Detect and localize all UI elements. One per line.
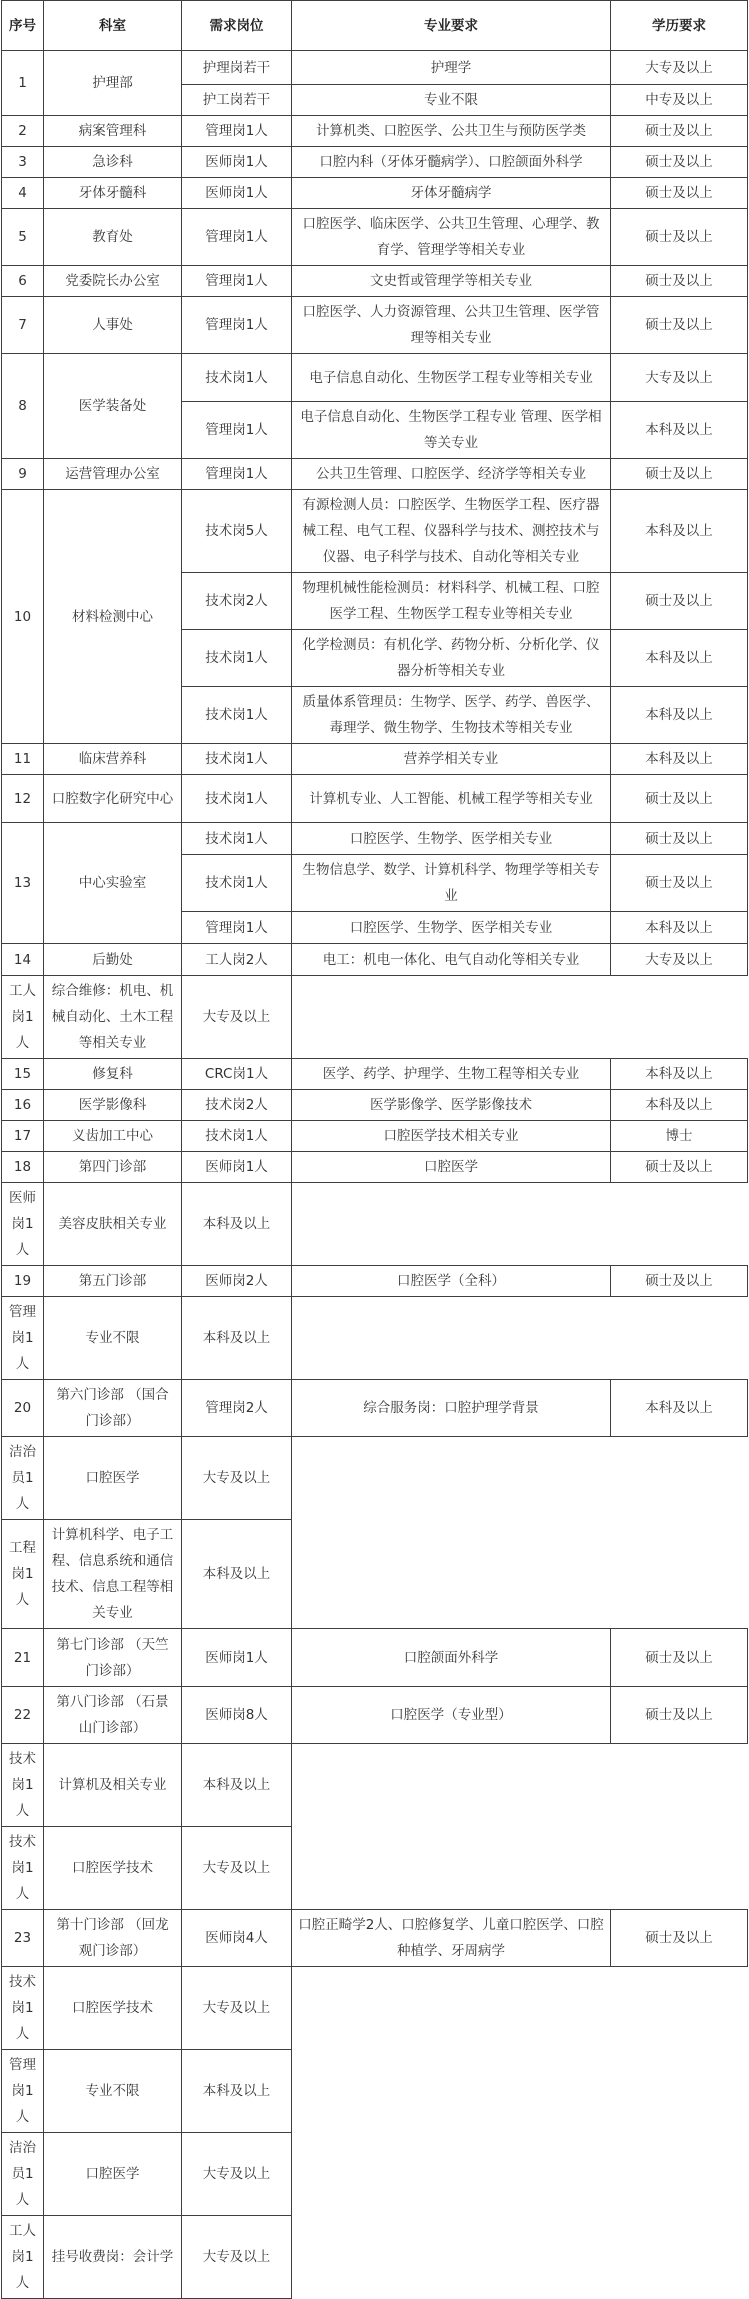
cell-post: 技术岗1人 [182, 630, 292, 687]
table-row [2, 1297, 748, 1380]
cell-dept: 教育处 [44, 209, 182, 266]
cell-seq: 1 [2, 51, 44, 116]
cell-post: 工人岗2人 [182, 944, 292, 976]
cell-edu: 中专及以上 [611, 85, 748, 116]
cell-seq: 18 [2, 1152, 44, 1183]
table-row [2, 1437, 748, 1520]
cell-dept: 中心实验室 [44, 823, 182, 944]
cell-edu: 硕士及以上 [611, 1910, 748, 1967]
cell-post: 护理岗若干 [182, 51, 292, 85]
cell-dept: 第七门诊部 （天竺门诊部） [44, 1629, 182, 1687]
table-row [2, 2216, 748, 2299]
cell-major: 专业不限 [44, 1297, 182, 1380]
cell-edu: 本科及以上 [182, 1297, 292, 1380]
cell-edu: 大专及以上 [611, 354, 748, 402]
table-row [2, 266, 748, 297]
cell-post: 技术岗2人 [182, 1090, 292, 1121]
cell-seq: 15 [2, 1059, 44, 1090]
table-row [2, 490, 748, 573]
cell-seq: 11 [2, 744, 44, 775]
cell-major: 口腔医学 [292, 1152, 611, 1183]
cell-post: 管理岗2人 [182, 1380, 292, 1437]
cell-edu: 大专及以上 [182, 1967, 292, 2050]
cell-edu: 硕士及以上 [611, 823, 748, 855]
table-row [2, 459, 748, 490]
table-row [2, 1059, 748, 1090]
cell-post: 医师岗1人 [2, 1183, 44, 1266]
cell-post: 洁治员1人 [2, 1437, 44, 1520]
cell-edu: 大专及以上 [182, 2216, 292, 2299]
cell-major: 化学检测员：有机化学、药物分析、分析化学、仪器分析等相关专业 [292, 630, 611, 687]
cell-major: 口腔医学、生物学、医学相关专业 [292, 912, 611, 944]
cell-dept: 急诊科 [44, 147, 182, 178]
table-row [2, 976, 748, 1059]
cell-post: 技术岗1人 [2, 1827, 44, 1910]
cell-dept: 病案管理科 [44, 116, 182, 147]
cell-seq: 2 [2, 116, 44, 147]
cell-edu: 大专及以上 [182, 976, 292, 1059]
cell-seq: 20 [2, 1380, 44, 1437]
table-body [2, 51, 748, 2299]
cell-edu: 大专及以上 [182, 2133, 292, 2216]
cell-post: 工程岗1人 [2, 1520, 44, 1629]
cell-post: 技术岗1人 [182, 1121, 292, 1152]
cell-edu: 本科及以上 [611, 402, 748, 459]
cell-major: 口腔医学 [44, 2133, 182, 2216]
cell-post: 技术岗1人 [2, 1967, 44, 2050]
cell-major: 美容皮肤相关专业 [44, 1183, 182, 1266]
cell-dept: 党委院长办公室 [44, 266, 182, 297]
cell-dept: 牙体牙髓科 [44, 178, 182, 209]
cell-edu: 博士 [611, 1121, 748, 1152]
cell-post: 管理岗1人 [2, 1297, 44, 1380]
cell-post: 管理岗1人 [182, 912, 292, 944]
cell-major: 电子信息自动化、生物医学工程专业 管理、医学相等关专业 [292, 402, 611, 459]
cell-seq: 10 [2, 490, 44, 744]
cell-edu: 大专及以上 [182, 1827, 292, 1910]
cell-post: 技术岗5人 [182, 490, 292, 573]
cell-seq: 4 [2, 178, 44, 209]
cell-major: 医学、药学、护理学、生物工程等相关专业 [292, 1059, 611, 1090]
cell-major: 挂号收费岗：会计学 [44, 2216, 182, 2299]
cell-major: 口腔医学、人力资源管理、公共卫生管理、医学管理等相关专业 [292, 297, 611, 354]
table-row [2, 1520, 748, 1629]
cell-dept: 医学影像科 [44, 1090, 182, 1121]
cell-edu: 大专及以上 [611, 51, 748, 85]
cell-edu: 硕士及以上 [611, 147, 748, 178]
cell-edu: 本科及以上 [611, 490, 748, 573]
cell-post: 技术岗1人 [2, 1744, 44, 1827]
header-dept: 科室 [44, 1, 182, 51]
cell-dept: 第十门诊部 （回龙观门诊部） [44, 1910, 182, 1967]
table-row [2, 147, 748, 178]
table-row [2, 944, 748, 976]
cell-edu: 本科及以上 [611, 912, 748, 944]
table-row [2, 744, 748, 775]
cell-seq: 13 [2, 823, 44, 944]
table-row [2, 1910, 748, 1967]
table-row [2, 775, 748, 823]
cell-seq: 17 [2, 1121, 44, 1152]
header-edu: 学历要求 [611, 1, 748, 51]
cell-dept: 人事处 [44, 297, 182, 354]
table-row [2, 2050, 748, 2133]
cell-seq: 6 [2, 266, 44, 297]
cell-major: 口腔医学技术相关专业 [292, 1121, 611, 1152]
cell-seq: 22 [2, 1687, 44, 1744]
cell-edu: 本科及以上 [182, 1520, 292, 1629]
cell-major: 医学影像学、医学影像技术 [292, 1090, 611, 1121]
cell-post: 技术岗1人 [182, 823, 292, 855]
table-row [2, 1380, 748, 1437]
cell-post: 医师岗4人 [182, 1910, 292, 1967]
cell-edu: 本科及以上 [182, 1744, 292, 1827]
cell-major: 计算机类、口腔医学、公共卫生与预防医学类 [292, 116, 611, 147]
cell-major: 口腔医学技术 [44, 1827, 182, 1910]
cell-dept: 材料检测中心 [44, 490, 182, 744]
cell-post: 技术岗2人 [182, 573, 292, 630]
cell-edu: 本科及以上 [611, 630, 748, 687]
cell-post: 管理岗1人 [2, 2050, 44, 2133]
cell-post: 医师岗2人 [182, 1266, 292, 1297]
cell-edu: 硕士及以上 [611, 1152, 748, 1183]
cell-edu: 硕士及以上 [611, 178, 748, 209]
cell-seq: 5 [2, 209, 44, 266]
cell-major: 计算机科学、电子工程、信息系统和通信技术、信息工程等相关专业 [44, 1520, 182, 1629]
cell-post: 技术岗1人 [182, 744, 292, 775]
recruitment-table [1, 0, 748, 2299]
table-row [2, 2133, 748, 2216]
cell-post: 医师岗1人 [182, 147, 292, 178]
cell-post: 医师岗1人 [182, 1629, 292, 1687]
cell-edu: 硕士及以上 [611, 1266, 748, 1297]
cell-seq: 9 [2, 459, 44, 490]
cell-dept: 医学装备处 [44, 354, 182, 459]
table-row [2, 1183, 748, 1266]
cell-major: 计算机及相关专业 [44, 1744, 182, 1827]
cell-post: 管理岗1人 [182, 459, 292, 490]
cell-edu: 大专及以上 [182, 1437, 292, 1520]
cell-dept: 第五门诊部 [44, 1266, 182, 1297]
table-row [2, 1744, 748, 1827]
cell-seq: 14 [2, 944, 44, 976]
cell-post: 技术岗1人 [182, 687, 292, 744]
cell-edu: 硕士及以上 [611, 1629, 748, 1687]
cell-major: 计算机专业、人工智能、机械工程学等相关专业 [292, 775, 611, 823]
cell-edu: 本科及以上 [611, 744, 748, 775]
cell-dept: 护理部 [44, 51, 182, 116]
cell-seq: 21 [2, 1629, 44, 1687]
cell-edu: 本科及以上 [611, 1090, 748, 1121]
table-row [2, 1827, 748, 1910]
cell-post: CRC岗1人 [182, 1059, 292, 1090]
cell-dept: 义齿加工中心 [44, 1121, 182, 1152]
cell-major: 文史哲或管理学等相关专业 [292, 266, 611, 297]
cell-post: 管理岗1人 [182, 116, 292, 147]
cell-major: 口腔医学、临床医学、公共卫生管理、心理学、教育学、管理学等相关专业 [292, 209, 611, 266]
cell-major: 专业不限 [44, 2050, 182, 2133]
cell-post: 医师岗8人 [182, 1687, 292, 1744]
cell-post: 技术岗1人 [182, 354, 292, 402]
cell-post: 技术岗1人 [182, 855, 292, 912]
cell-post: 医师岗1人 [182, 1152, 292, 1183]
cell-major: 公共卫生管理、口腔医学、经济学等相关专业 [292, 459, 611, 490]
cell-post: 工人岗1人 [2, 2216, 44, 2299]
cell-edu: 硕士及以上 [611, 775, 748, 823]
table-row [2, 1687, 748, 1744]
header-major: 专业要求 [292, 1, 611, 51]
cell-major: 电工：机电一体化、电气自动化等相关专业 [292, 944, 611, 976]
cell-edu: 本科及以上 [182, 1183, 292, 1266]
cell-major: 物理机械性能检测员：材料科学、机械工程、口腔医学工程、生物医学工程专业等相关专业 [292, 573, 611, 630]
table-row [2, 116, 748, 147]
cell-post: 管理岗1人 [182, 402, 292, 459]
table-row [2, 178, 748, 209]
cell-edu: 硕士及以上 [611, 1687, 748, 1744]
cell-edu: 硕士及以上 [611, 209, 748, 266]
table-row [2, 1266, 748, 1297]
table-row [2, 823, 748, 855]
cell-edu: 硕士及以上 [611, 459, 748, 490]
table-row [2, 297, 748, 354]
cell-edu: 大专及以上 [611, 944, 748, 976]
cell-edu: 本科及以上 [611, 1059, 748, 1090]
cell-dept: 第四门诊部 [44, 1152, 182, 1183]
cell-seq: 7 [2, 297, 44, 354]
cell-major: 质量体系管理员：生物学、医学、药学、兽医学、毒理学、微生物学、生物技术等相关专业 [292, 687, 611, 744]
cell-edu: 本科及以上 [182, 2050, 292, 2133]
cell-major: 口腔医学（全科） [292, 1266, 611, 1297]
cell-major: 护理学 [292, 51, 611, 85]
cell-major: 牙体牙髓病学 [292, 178, 611, 209]
cell-seq: 16 [2, 1090, 44, 1121]
cell-edu: 硕士及以上 [611, 297, 748, 354]
cell-edu: 硕士及以上 [611, 266, 748, 297]
table-row [2, 1629, 748, 1687]
cell-post: 洁治员1人 [2, 2133, 44, 2216]
cell-major: 营养学相关专业 [292, 744, 611, 775]
cell-major: 口腔颌面外科学 [292, 1629, 611, 1687]
cell-post: 工人岗1人 [2, 976, 44, 1059]
cell-major: 综合服务岗：口腔护理学背景 [292, 1380, 611, 1437]
cell-dept: 口腔数字化研究中心 [44, 775, 182, 823]
header-seq: 序号 [2, 1, 44, 51]
cell-edu: 硕士及以上 [611, 855, 748, 912]
cell-major: 专业不限 [292, 85, 611, 116]
cell-major: 口腔内科（牙体牙髓病学）、口腔颌面外科学 [292, 147, 611, 178]
table-row [2, 1090, 748, 1121]
cell-edu: 硕士及以上 [611, 116, 748, 147]
cell-edu: 硕士及以上 [611, 573, 748, 630]
cell-post: 护工岗若干 [182, 85, 292, 116]
cell-major: 电子信息自动化、生物医学工程专业等相关专业 [292, 354, 611, 402]
cell-major: 口腔医学技术 [44, 1967, 182, 2050]
cell-dept: 第六门诊部 （国合门诊部） [44, 1380, 182, 1437]
table-row [2, 1967, 748, 2050]
table-row [2, 1121, 748, 1152]
cell-seq: 19 [2, 1266, 44, 1297]
cell-seq: 23 [2, 1910, 44, 1967]
cell-edu: 本科及以上 [611, 1380, 748, 1437]
cell-post: 技术岗1人 [182, 775, 292, 823]
cell-seq: 12 [2, 775, 44, 823]
cell-major: 综合维修：机电、机械自动化、土木工程等相关专业 [44, 976, 182, 1059]
table-row [2, 354, 748, 402]
cell-major: 有源检测人员：口腔医学、生物医学工程、医疗器械工程、电气工程、仪器科学与技术、测控技术与仪器、电子科学与技术、自动化等相关专业 [292, 490, 611, 573]
cell-post: 管理岗1人 [182, 266, 292, 297]
cell-dept: 运营管理办公室 [44, 459, 182, 490]
table-row [2, 1152, 748, 1183]
table-row [2, 51, 748, 85]
table-row [2, 209, 748, 266]
cell-dept: 临床营养科 [44, 744, 182, 775]
cell-major: 口腔正畸学2人、口腔修复学、儿童口腔医学、口腔种植学、牙周病学 [292, 1910, 611, 1967]
cell-major: 生物信息学、数学、计算机科学、物理学等相关专业 [292, 855, 611, 912]
cell-post: 管理岗1人 [182, 209, 292, 266]
cell-seq: 3 [2, 147, 44, 178]
header-post: 需求岗位 [182, 1, 292, 51]
cell-dept: 第八门诊部 （石景山门诊部） [44, 1687, 182, 1744]
cell-seq: 8 [2, 354, 44, 459]
cell-edu: 本科及以上 [611, 687, 748, 744]
cell-dept: 修复科 [44, 1059, 182, 1090]
cell-post: 医师岗1人 [182, 178, 292, 209]
header-row [2, 1, 748, 51]
cell-major: 口腔医学、生物学、医学相关专业 [292, 823, 611, 855]
cell-major: 口腔医学 [44, 1437, 182, 1520]
cell-dept: 后勤处 [44, 944, 182, 976]
cell-major: 口腔医学（专业型） [292, 1687, 611, 1744]
cell-post: 管理岗1人 [182, 297, 292, 354]
